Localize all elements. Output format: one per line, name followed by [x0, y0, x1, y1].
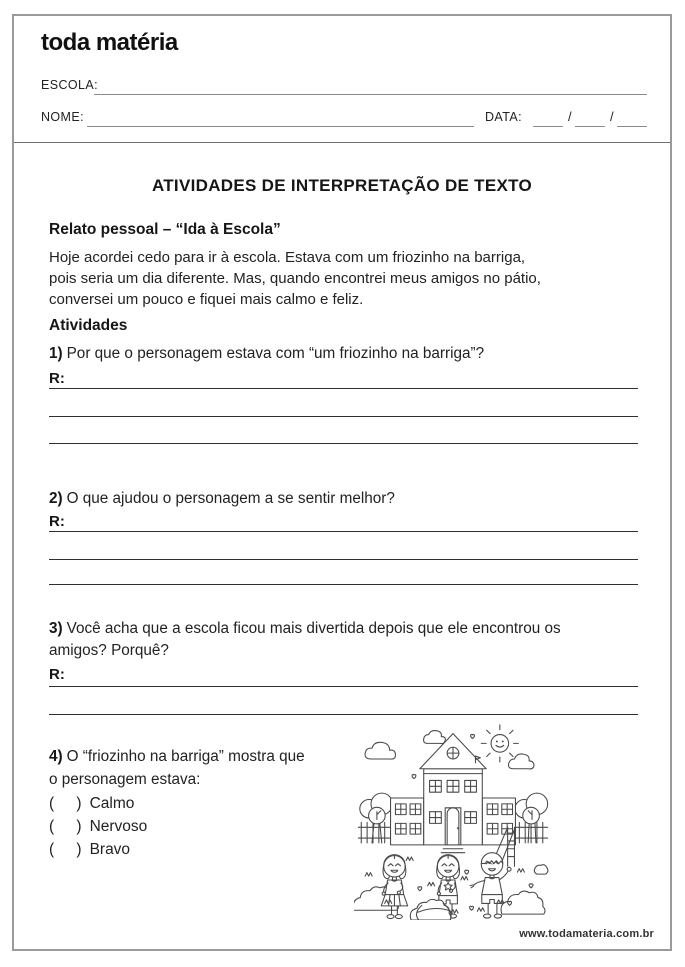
school-illustration [354, 718, 552, 920]
heart-icon [529, 884, 533, 888]
question-4-number: 4) [49, 748, 63, 765]
option-label: Bravo [89, 841, 131, 858]
question-3-text: Você acha que a escola ficou mais divertida depois que ele encontrou os [66, 620, 561, 637]
reading-text [49, 247, 645, 310]
cloud-icon [424, 731, 446, 744]
option-calmo [49, 795, 134, 813]
answer-label: R: [49, 370, 65, 387]
question-1 [49, 345, 484, 363]
date-year-blank [617, 126, 647, 127]
school-label: ESCOLA: [41, 78, 98, 92]
checkbox-parentheses: ( ) [49, 818, 83, 835]
name-label: NOME: [41, 110, 84, 124]
school-blank-line [94, 94, 647, 95]
answer-line [49, 443, 638, 444]
date-day-blank [533, 126, 563, 127]
question-4-text-line2: o personagem estava: [49, 771, 201, 788]
bush-icon [534, 865, 548, 874]
question-4 [49, 748, 305, 766]
question-3-number: 3) [49, 620, 63, 637]
answer-line [49, 559, 638, 560]
option-label: Calmo [89, 795, 135, 812]
checkbox-parentheses: ( ) [49, 841, 83, 858]
reading-text-line: Hoje acordei cedo para ir à escola. Estava com um friozinho na barriga, [49, 249, 526, 266]
heart-icon [470, 906, 474, 910]
cloud-icon [365, 742, 395, 759]
fence-left [358, 822, 390, 842]
name-blank-line [87, 126, 474, 127]
date-month-blank [575, 126, 605, 127]
answer-line [49, 531, 638, 532]
header-divider [14, 142, 670, 143]
answer-label: R: [49, 666, 65, 683]
reading-text-line: conversei um pouco e fiquei mais calmo e feliz. [49, 291, 364, 308]
date-separator: / [568, 109, 572, 124]
tree-icon [360, 793, 393, 843]
toda-materia-logo: toda matéria [41, 29, 178, 56]
reading-text-line: pois seria um dia diferente. Mas, quando encontrei meus amigos no pátio, [49, 270, 541, 287]
question-2-text: O que ajudou o personagem a se sentir melhor? [66, 490, 395, 507]
question-1-text: Por que o personagem estava com “um friozinho na barriga”? [66, 345, 485, 362]
question-2 [49, 490, 395, 508]
question-3 [49, 620, 561, 638]
question-4-text: O “friozinho na barriga” mostra que [66, 748, 305, 765]
date-separator: / [610, 109, 614, 124]
heart-icon [412, 775, 416, 779]
heart-icon [465, 870, 469, 874]
reading-heading: Relato pessoal – “Ida à Escola” [49, 221, 281, 238]
question-3-text-line2: amigos? Porquê? [49, 642, 169, 659]
website-url: www.todamateria.com.br [519, 928, 654, 940]
answer-label: R: [49, 513, 65, 530]
answer-line [49, 686, 638, 687]
answer-line [49, 714, 638, 715]
heart-icon [418, 887, 422, 891]
question-2-number: 2) [49, 490, 63, 507]
date-label: DATA: [485, 110, 522, 124]
answer-line [49, 584, 638, 585]
question-1-number: 1) [49, 345, 63, 362]
heart-icon [471, 735, 475, 739]
children-school-svg [354, 718, 552, 920]
option-bravo [49, 841, 130, 859]
answer-line [49, 388, 638, 389]
option-nervoso [49, 818, 147, 836]
option-label: Nervoso [89, 818, 148, 835]
fence-right [515, 822, 547, 842]
worksheet-page [12, 14, 672, 951]
sun-icon [481, 725, 518, 762]
checkbox-parentheses: ( ) [49, 795, 83, 812]
page-title: ATIVIDADES DE INTERPRETAÇÃO DE TEXTO [151, 176, 533, 195]
activities-heading: Atividades [49, 317, 128, 334]
answer-line [49, 416, 638, 417]
